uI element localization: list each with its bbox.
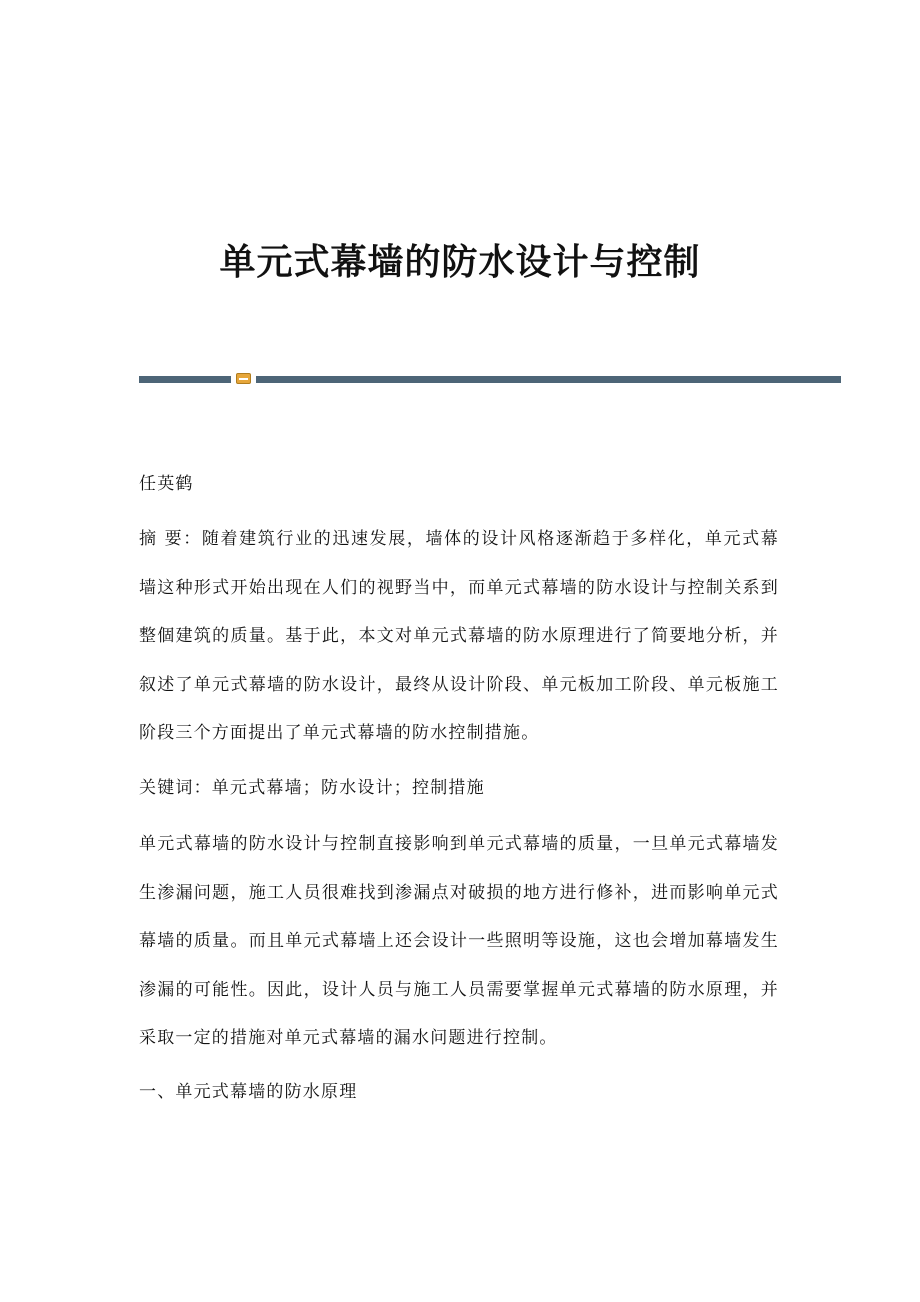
title-divider-left	[139, 376, 231, 383]
document-title: 单元式幕墙的防水设计与控制	[219, 241, 701, 284]
section-heading: 一、单元式幕墙的防水原理	[139, 1082, 358, 1102]
abstract-paragraph: 摘 要：随着建筑行业的迅速发展，墙体的设计风格逐渐趋于多样化，单元式幕墙这种形式开始出现在人们的视野当中，而单元式幕墙的防水设计与控制关系到整個建筑的质量。基于此，本文对单元式幕墙的防水原理进行了简要地分析，并叙述了单元式幕墙的防水设计，最终从设计阶段、单元板加工阶段、单元板施工阶段三个方面提出了单元式幕墙的防水控制措施。	[139, 529, 779, 743]
divider-ornament-icon	[236, 373, 251, 384]
intro-paragraph: 单元式幕墙的防水设计与控制直接影响到单元式幕墙的质量，一旦单元式幕墙发生渗漏问题，施工人员很难找到渗漏点对破损的地方进行修补，进而影响单元式幕墙的质量。而且单元式幕墙上还会设计一些照明等设施，这也会增加幕墙发生渗漏的可能性。因此，设计人员与施工人员需要掌握单元式幕墙的防水原理，并采取一定的措施对单元式幕墙的漏水问题进行控制。	[139, 834, 779, 1048]
title-divider-right	[256, 376, 841, 383]
keywords-line: 关键词：单元式幕墙；防水设计；控制措施	[139, 778, 485, 798]
author-name: 任英鹤	[139, 474, 194, 494]
